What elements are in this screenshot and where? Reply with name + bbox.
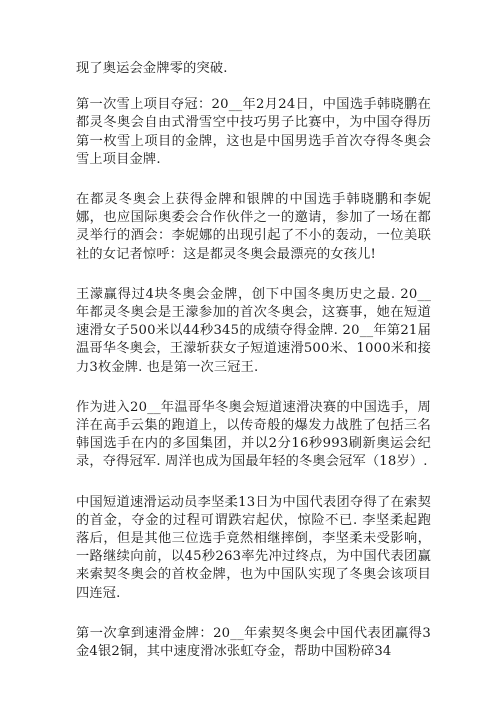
paragraph: 第一次拿到速滑金牌：20__年索契冬奥会中国代表团赢得3金4银2铜，其中速度滑冰张虹夺金，帮助中国粉碎34: [76, 625, 431, 660]
document-body: [76, 60, 431, 683]
paragraph: 中国短道速滑运动员李坚柔13日为中国代表团夺得了在索契的首金，夺金的过程可谓跌宕起伏，惊险不已. 李坚柔起跑落后，但是其他三位选手竟然相继摔倒，李坚柔未受影响，一路继续向前，以45秒263率先冲过终点，为中国代表团赢来索契冬奥会的首枚金牌，也为中国队实现了冬奥会该项目四连冠.: [76, 494, 431, 601]
paragraph: 作为进入20__年温哥华冬奥会短道速滑决赛的中国选手，周洋在高手云集的跑道上，以传奇般的爆发力战胜了包括三名韩国选手在内的多国集团，并以2分16秒993刷新奥运会纪录，夺得冠军. 周洋也成为国最年轻的冬奥会冠军（18岁）.: [76, 399, 431, 470]
paragraph: 现了奥运会金牌零的突破.: [76, 61, 228, 76]
paragraph: 在都灵冬奥会上获得金牌和银牌的中国选手韩晓鹏和李妮娜，也应国际奥委会合作伙伴之一的邀请，参加了一场在都灵举行的酒会：李妮娜的出现引起了不小的轰动，一位美联社的女记者惊呼：这是都灵冬奥会最漂亮的女孩儿!: [76, 192, 431, 262]
paragraph: 王濛赢得过4块冬奥会金牌，创下中国冬奥历史之最. 20__年都灵冬奥会是王濛参加的首次冬奥会，这赛事，她在短道速滑女子500米以44秒345的成绩夺得金牌. 20__年第21届温哥华冬奥会，王濛斩获女子短道速滑500米、1000米和接力3枚金牌. 也是第一次三冠王.: [76, 286, 431, 375]
paragraph: 第一次雪上项目夺冠：20__年2月24日，中国选手韩晓鹏在都灵冬奥会自由式滑雪空中技巧男子比赛中，为中国夺得历第一枚雪上项目的金牌，这也是中国男选手首次夺得冬奥会雪上项目金牌.: [76, 97, 431, 167]
